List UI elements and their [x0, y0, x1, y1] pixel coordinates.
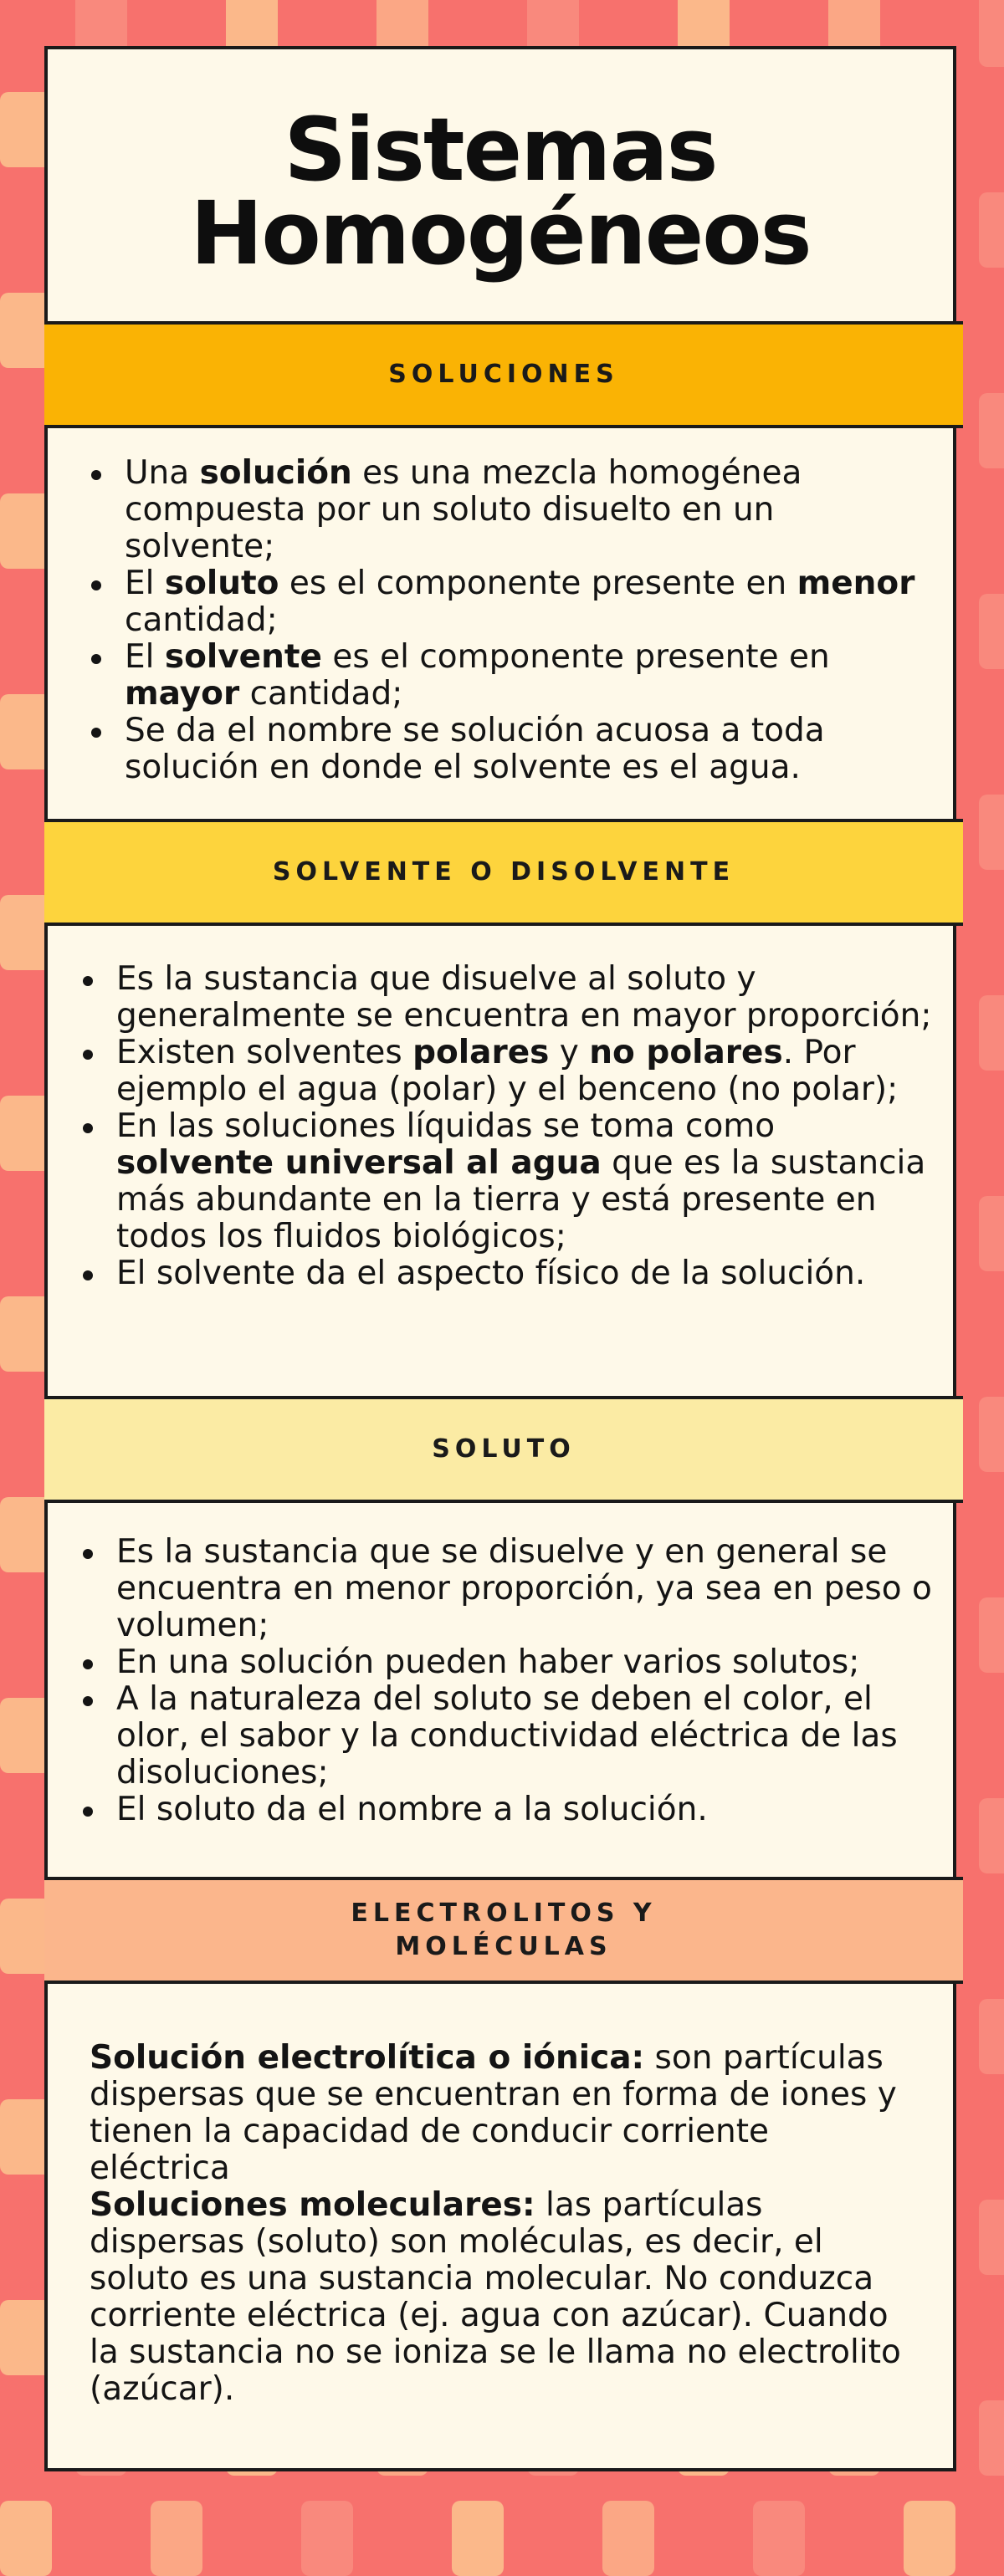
list-item	[73, 1681, 938, 1791]
section-header-soluto: SOLUTO	[44, 1396, 963, 1503]
list-item	[81, 565, 930, 639]
paragraph	[90, 2040, 919, 2187]
text-run: Existen solventes	[116, 1034, 413, 1071]
section-body-electrolitos	[48, 2040, 953, 2408]
background-tile	[979, 1597, 1004, 1673]
bullet-list-soluciones	[81, 455, 930, 786]
bold-text: solvente universal al agua	[116, 1144, 602, 1182]
text-run: las partículas dispersas (soluto) son moléculas, es decir, el soluto es una sustancia molecular. No conduzca corriente eléctrica (ej. agua con azúcar). Cuando la sustancia no se ioniza se le llama no electrolito (azúcar).	[90, 2186, 901, 2408]
text-run: Se da el nombre se solución acuosa a toda solución en donde el solvente es el agua.	[125, 712, 825, 786]
bold-text: menor	[797, 565, 915, 602]
page-title: Sistemas Homogéneos	[190, 99, 811, 284]
background-tile	[979, 1397, 1004, 1472]
bold-text: Soluciones moleculares:	[90, 2186, 535, 2224]
section-header-soluciones: SOLUCIONES	[44, 321, 963, 428]
background-tile	[979, 192, 1004, 268]
text-run: Es la sustancia que se disuelve y en general se encuentra en menor proporción, ya sea en peso o volumen;	[116, 1533, 932, 1644]
text-run: A la naturaleza del soluto se deben el color, el olor, el sabor y la conductividad eléctrica de las disoluciones;	[116, 1680, 898, 1791]
list-item	[73, 1644, 938, 1681]
background-tile	[0, 2501, 52, 2576]
infographic-card	[44, 46, 956, 2471]
background-tile	[979, 0, 1004, 67]
background-tile	[979, 2200, 1004, 2275]
section-body-soluto	[48, 1534, 953, 1828]
background-tile	[753, 2501, 805, 2576]
text-run: El solvente da el aspecto físico de la solución.	[116, 1255, 866, 1292]
bold-text: no polares	[589, 1034, 783, 1071]
list-item	[81, 455, 930, 565]
text-run: y	[549, 1034, 590, 1071]
bold-text: polares	[412, 1034, 550, 1071]
list-item	[73, 1255, 938, 1292]
bullet-list-solvente	[73, 961, 938, 1292]
text-run: cantidad;	[125, 601, 278, 639]
background-tile	[979, 393, 1004, 468]
text-run: son partículas dispersas que se encuentran en forma de iones y tienen la capacidad de conducir corriente eléctrica	[90, 2039, 897, 2187]
bold-text: solución	[199, 454, 352, 492]
bold-text: soluto	[164, 565, 279, 602]
list-item	[73, 1791, 938, 1828]
section-body-solvente	[48, 961, 953, 1292]
background-tile	[979, 795, 1004, 870]
background-tile	[452, 2501, 504, 2576]
bold-text: mayor	[125, 675, 240, 713]
text-run: El	[125, 565, 165, 602]
list-item	[81, 713, 930, 786]
background-tile	[904, 2501, 955, 2576]
bold-text: solvente	[164, 638, 322, 676]
list-item	[81, 639, 930, 713]
background-tile	[979, 1999, 1004, 2074]
background-tile	[979, 1196, 1004, 1271]
text-run: que es la sustancia más abundante en la tierra y está presente en todos los fluidos biológicos;	[116, 1144, 926, 1255]
bold-text: Solución electrolítica o iónica:	[90, 2039, 645, 2077]
text-run: es una mezcla homogénea compuesta por un soluto disuelto en un solvente;	[125, 454, 802, 565]
list-item	[73, 1108, 938, 1255]
list-item	[73, 1534, 938, 1644]
background-tile	[301, 2501, 353, 2576]
text-run: cantidad;	[239, 675, 403, 713]
list-item	[73, 1035, 938, 1108]
text-run: El	[125, 638, 165, 676]
background-tile	[151, 2501, 202, 2576]
text-run: En las soluciones líquidas se toma como	[116, 1107, 776, 1145]
text-run: es el componente presente en	[321, 638, 830, 676]
text-run: es el componente presente en	[279, 565, 797, 602]
background-tile	[979, 995, 1004, 1071]
text-run: . Por ejemplo el agua (polar) y el benceno (no polar);	[116, 1034, 899, 1108]
background-tile	[602, 2501, 654, 2576]
text-run: Una	[125, 454, 200, 492]
background-tile	[979, 594, 1004, 669]
list-item	[73, 961, 938, 1035]
background-tile	[979, 1798, 1004, 1873]
text-run: En una solución pueden haber varios solutos;	[116, 1643, 860, 1681]
text-run: Es la sustancia que disuelve al soluto y generalmente se encuentra en mayor proporción;	[116, 960, 932, 1035]
section-header-solvente: SOLVENTE O DISOLVENTE	[44, 819, 963, 926]
bullet-list-soluto	[73, 1534, 938, 1828]
text-run: El soluto da el nombre a la solución.	[116, 1791, 708, 1828]
section-body-soluciones	[48, 455, 953, 786]
background-tile	[979, 2400, 1004, 2476]
section-header-electrolitos: ELECTROLITOS Y MOLÉCULAS	[44, 1877, 963, 1984]
paragraph	[90, 2187, 919, 2408]
